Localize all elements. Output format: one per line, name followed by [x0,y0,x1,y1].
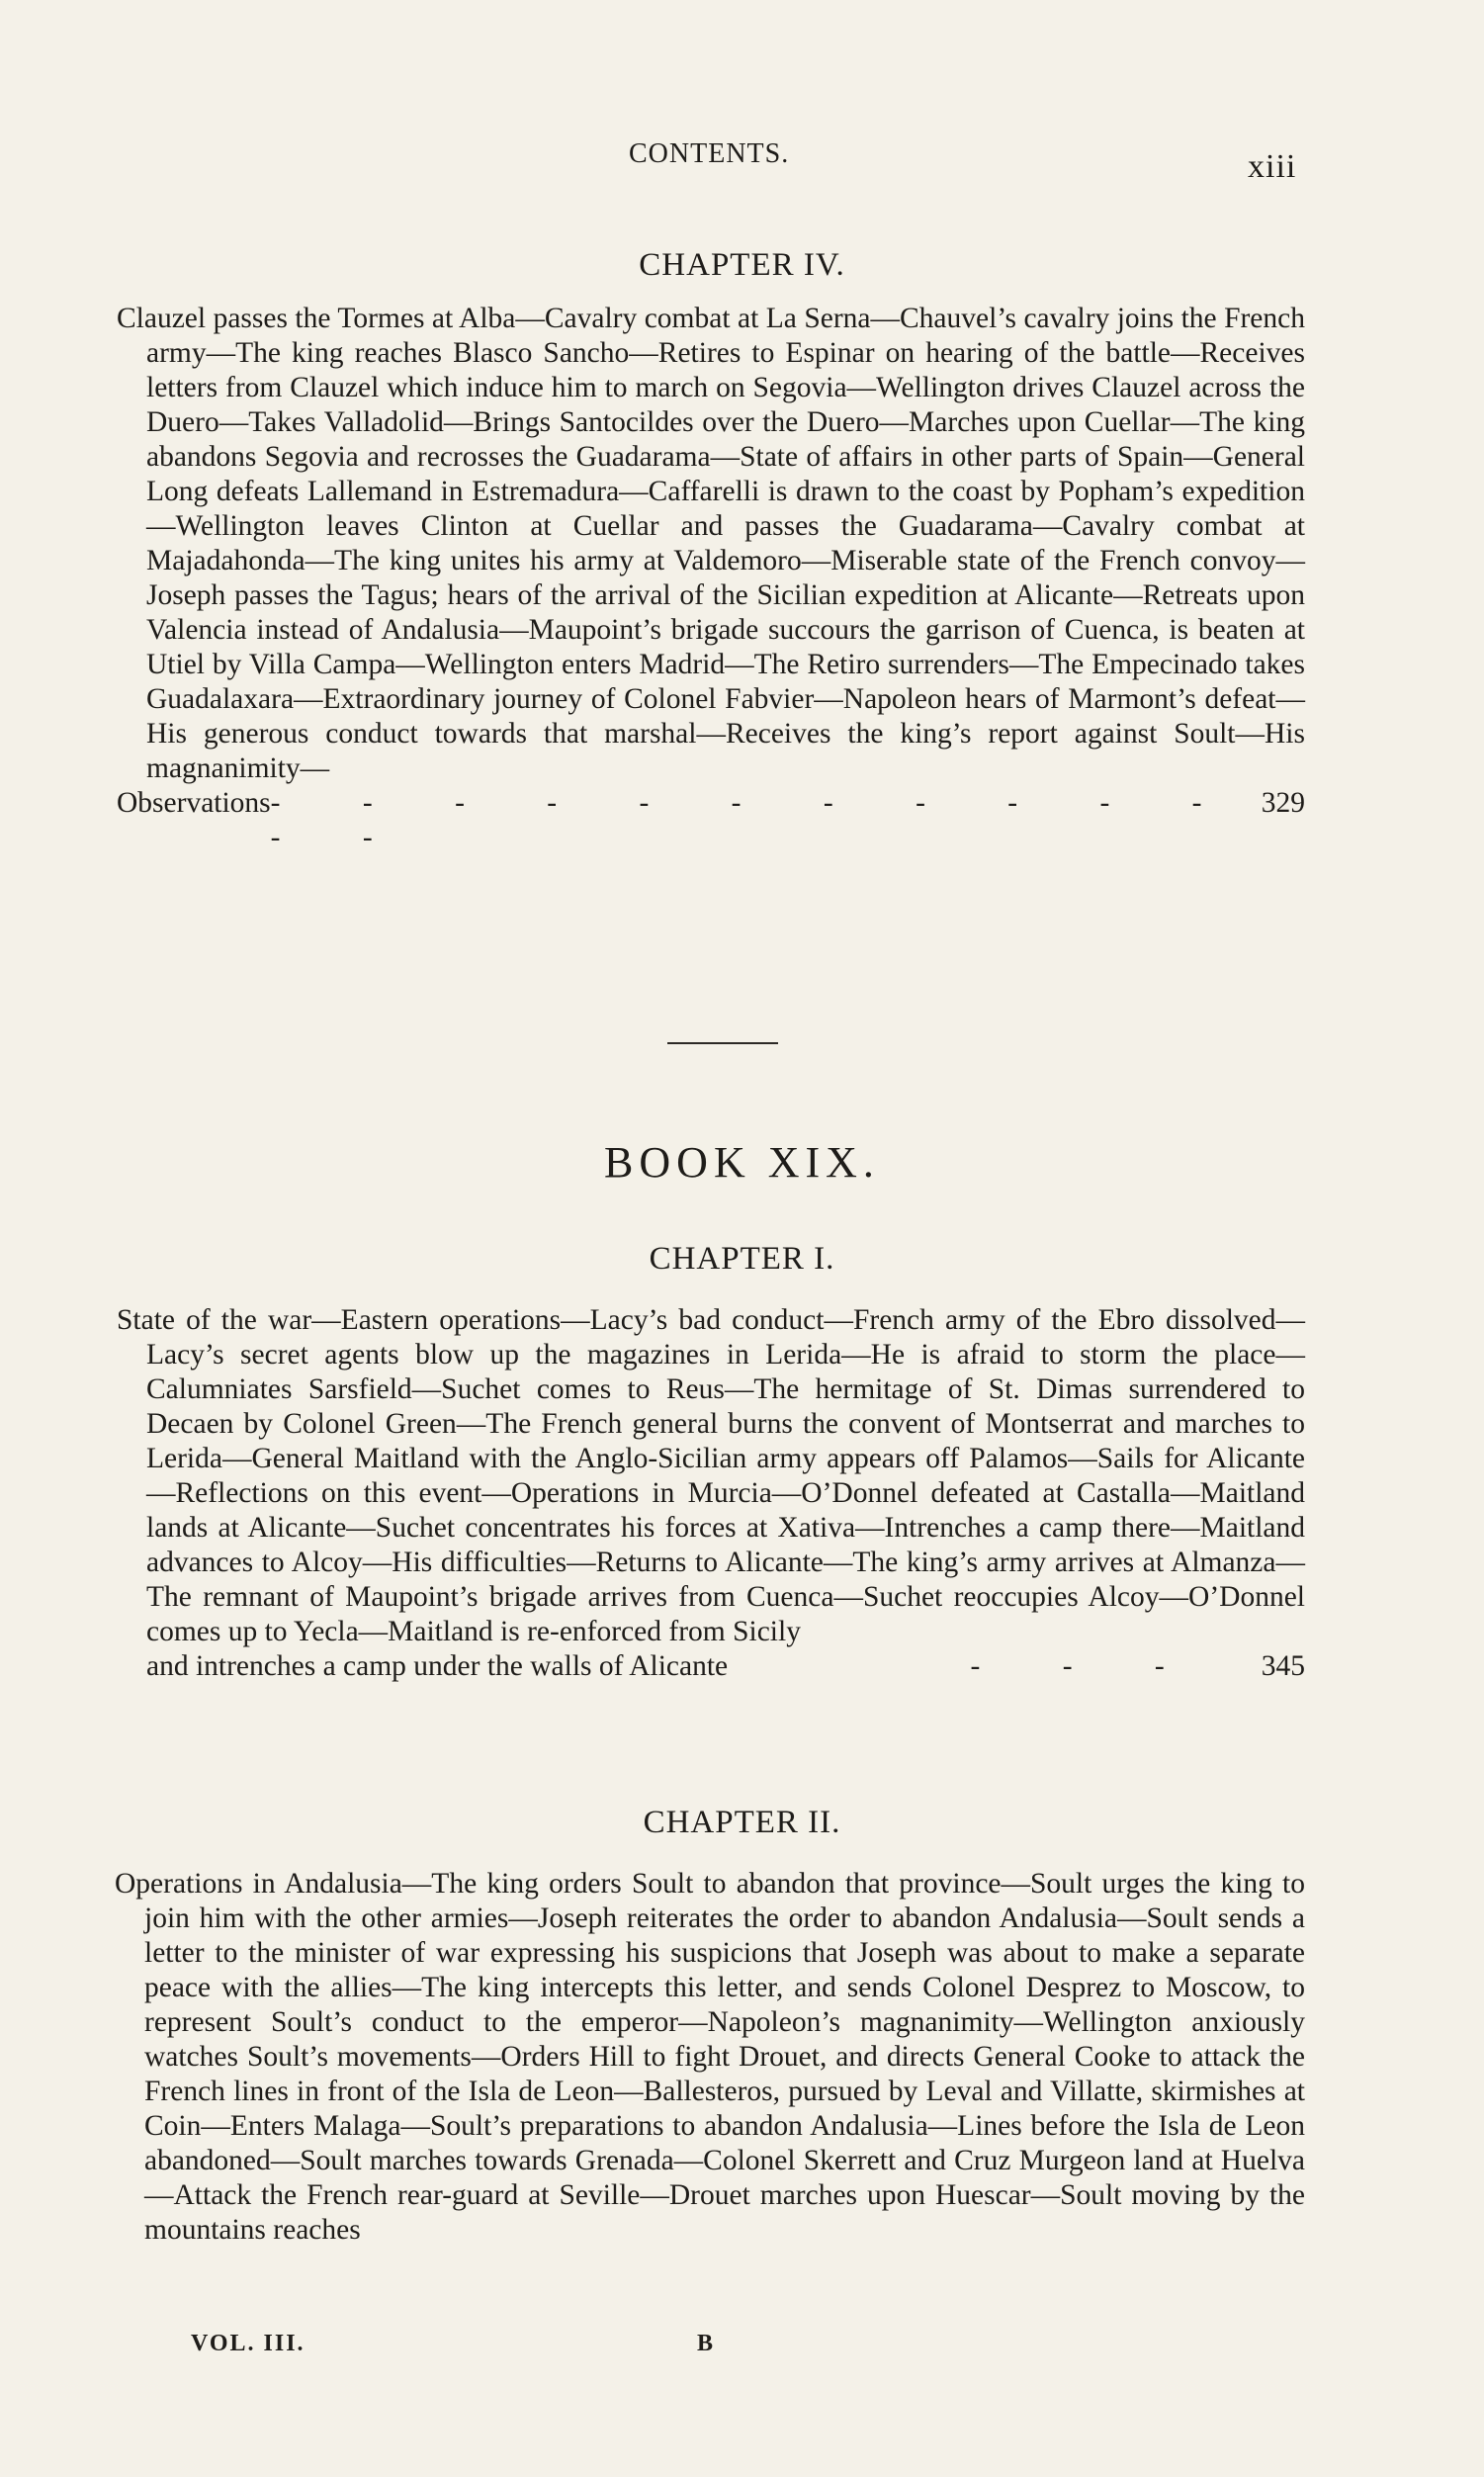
chapter-i-tail-line [117,1649,1305,1684]
page-header [0,138,1484,188]
chapter-ii-text: Operations in Andalusia—The king orders Soult to abandon that province—Soult urges the king to join him with the other armies—Joseph reiterates the order to abandon Andalusia—Soult sends a letter to the minister of war expressing his suspicions that Joseph was about to make a separate peace with the allies—The king intercepts this letter, and sends Colonel Desprez to Moscow, to represent Soult’s conduct to the emperor—Napoleon’s magnanimity—Wellington anxiously watches Soult’s movements—Orders Hill to fight Drouet, and directs General Cooke to attack the French lines in front of the Isla de Leon—Ballesteros, pursued by Leval and Villatte, skirmishes at Coin—Enters Malaga—Soult’s preparations to abandon Andalusia—Lines before the Isla de Leon abandoned—Soult marches towards Grenada—Colonel Skerrett and Cruz Murgeon land at Huelva—Attack the French rear-guard at Seville—Drouet marches upon Huescar—Soult moving by the mountains reaches [115,1868,1305,2246]
signature-mark: B [697,2331,714,2356]
page-number: xiii [1248,148,1297,185]
chapter-i-text: State of the war—Eastern operations—Lacy’s bad conduct—French army of the Ebro dissolved—Lacy’s secret agents blow up the magazines in Lerida—He is afraid to storm the place—Calumniates Sarsfield—Suchet comes to Reus—The hermitage of St. Dimas surrendered to Decaen by Colonel Green—The French general burns the convent of Montserrat and marches to Lerida—General Maitland with the Anglo-Sicilian army appears off Palamos—Sails for Alicante—Reflections on this event—Operations in Murcia—O’Donnel defeated at Castalla—Maitland lands at Alicante—Suchet concentrates his forces at Xativa—Intrenches a camp there—Maitland advances to Alcoy—His difficulties—Returns to Alicante—The king’s army arrives at Almanza—The remnant of Maupoint’s brigade arrives from Cuenca—Suchet reoccupies Alcoy—O’Donnel comes up to Yecla—Maitland is re-enforced from Sicily [117,1304,1305,1647]
chapter-iv-text: Clauzel passes the Tormes at Alba—Cavalry combat at La Serna—Chauvel’s cavalry joins the French army—The king reaches Blasco Sancho—Retires to Espinar on hearing of the battle—Receives letters from Clauzel which induce him to march on Segovia—Wellington drives Clauzel across the Duero—Takes Valladolid—Brings Santocildes over the Duero—Marches upon Cuellar—The king abandons Segovia and recrosses the Guadarama—State of affairs in other parts of Spain—General Long defeats Lallemand in Estremadura—Caffarelli is drawn to the coast by Popham’s expedition—Wellington leaves Clinton at Cuellar and passes the Guadarama—Cavalry combat at Majadahonda—The king unites his army at Valdemoro—Miserable state of the French convoy—Joseph passes the Tagus; hears of the arrival of the Sicilian expedition at Alicante—Retreats upon Valencia instead of Andalusia—Maupoint’s brigade succours the garrison of Cuenca, is beaten at Utiel by Villa Campa—Wellington enters Madrid—The Retiro surrenders—The Empecinado takes Guadalaxara—Extraordinary journey of Colonel Fabvier—Napoleon hears of Marmont’s defeat—His generous conduct towards that marshal—Receives the king’s report against Soult—His magnanimity— [117,303,1305,784]
chapter-i-tail-text: and intrenches a camp under the walls of Alicante [146,1650,729,1682]
chapter-ii-summary [115,1867,1305,2248]
book-title: BOOK XIX. [604,1138,880,1187]
chapter-i-summary [117,1303,1305,1684]
chapter-ii-title: CHAPTER II. [643,1805,841,1840]
section-divider [667,1042,778,1044]
chapter-i-title: CHAPTER I. [649,1241,835,1277]
chapter-iv-leader: - - - - - - - - - - - - - [270,787,1240,853]
chapter-i-page-ref: 345 [1261,1650,1305,1682]
chapter-iv-page-ref: 329 [1261,787,1305,819]
chapter-iv-summary [117,302,1305,855]
chapter-iv-title: CHAPTER IV. [639,247,845,283]
running-title: CONTENTS. [629,138,790,169]
chapter-iv-tail-line [117,786,1305,855]
chapter-i-leader: - - - [970,1650,1202,1682]
page-footer [0,2331,1484,2360]
chapter-iv-tail-text: Observations [117,787,271,819]
volume-label: VOL. III. [191,2331,306,2356]
